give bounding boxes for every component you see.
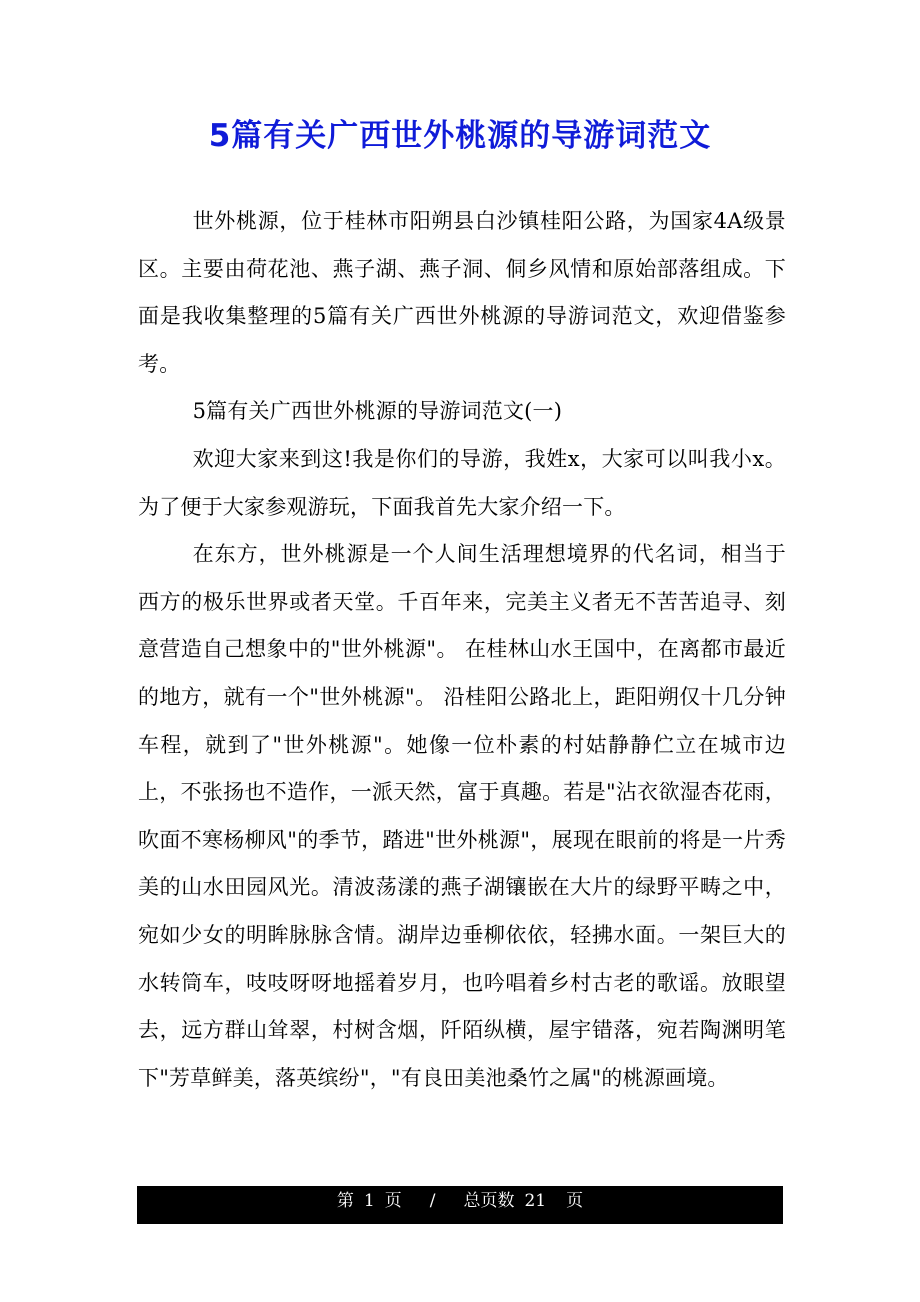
total-pages: 21: [524, 1191, 547, 1211]
intro-paragraph: 世外桃源，位于桂林市阳朔县白沙镇桂阳公路，为国家4A级景区。主要由荷花池、燕子湖、燕子洞、侗乡风情和原始部落组成。下面是我收集整理的5篇有关广西世外桃源的导游词范文，欢迎借鉴参考。: [138, 209, 786, 376]
page-footer: [137, 1186, 783, 1224]
page-suffix: 页: [384, 1191, 402, 1211]
page-number: 1: [363, 1191, 375, 1211]
page-prefix: 第: [336, 1191, 354, 1211]
document-title: 5篇有关广西世外桃源的导游词范文: [208, 118, 712, 154]
total-prefix: 总页数: [463, 1191, 515, 1211]
page-separator: /: [429, 1191, 436, 1211]
document-body: [138, 198, 786, 1102]
section-heading: 5篇有关广西世外桃源的导游词范文(一): [192, 399, 563, 424]
description-paragraph: 在东方，世外桃源是一个人间生活理想境界的代名词，相当于西方的极乐世界或者天堂。千百年来，完美主义者无不苦苦追寻、刻意营造自己想象中的"世外桃源"。 在桂林山水王国中，在离都市最近的地方，就有一个"世外桃源"。 沿桂阳公路北上，距阳朔仅十几分钟车程，就到了"世外桃源"。她像一位朴素的村姑静静伫立在城市边上，不张扬也不造作，一派天然，富于真趣。若是"沾衣欲湿杏花雨，吹面不寒杨柳风"的季节，踏进"世外桃源"，展现在眼前的将是一片秀美的山水田园风光。清波荡漾的燕子湖镶嵌在大片的绿野平畴之中，宛如少女的明眸脉脉含情。湖岸边垂柳依依，轻拂水面。一架巨大的水转筒车，吱吱呀呀地摇着岁月，也吟唱着乡村古老的歌谣。放眼望去，远方群山耸翠，村树含烟，阡陌纵横，屋宇错落，宛若陶渊明笔下"芳草鲜美，落英缤纷"，"有良田美池桑竹之属"的桃源画境。: [138, 542, 786, 1090]
greeting-paragraph: 欢迎大家来到这!我是你们的导游，我姓x，大家可以叫我小x。为了便于大家参观游玩，下面我首先大家介绍一下。: [138, 446, 786, 519]
total-suffix: 页: [566, 1191, 584, 1211]
